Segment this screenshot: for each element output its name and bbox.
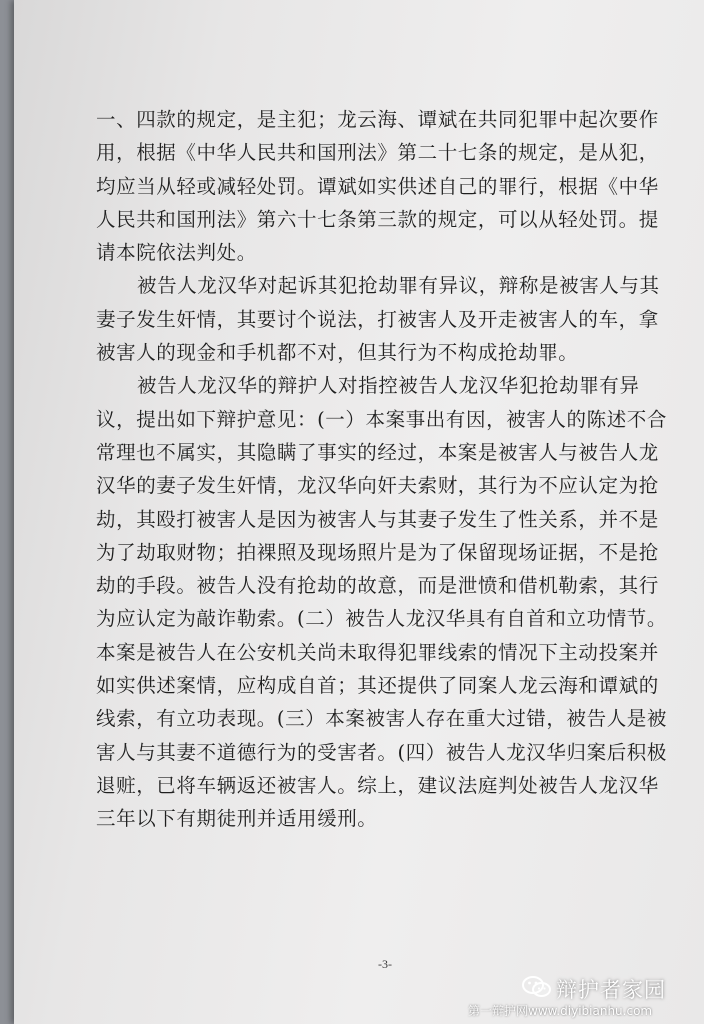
text-line: 用，根据《中华人民共和国刑法》第二十七条的规定，是从犯，: [96, 141, 659, 165]
text-line: 常理也不属实，其隐瞒了事实的经过，本案是被害人与被告人龙: [96, 440, 659, 464]
text-line: 为了劫取财物；拍裸照及现场照片是为了保留现场证据，不是抢: [96, 540, 659, 564]
wechat-icon: [522, 975, 552, 999]
text-line: 被告人龙汉华的辩护人对指控被告人龙汉华犯抢劫罪有异: [137, 374, 640, 398]
text-line: 劫的手段。被告人没有抢劫的故意，而是泄愤和借机勒索，其行: [96, 574, 659, 598]
text-line: 一、四款的规定，是主犯；龙云海、谭斌在共同犯罪中起次要作: [96, 108, 659, 131]
text-line: 人民共和国刑法》第六十七条第三款的规定，可以从轻处罚。提: [96, 207, 659, 231]
document-page: [14, 0, 704, 1024]
text-line: 如实供述案情，应构成自首；其还提供了同案人龙云海和谭斌的: [96, 674, 659, 698]
text-line: 害人与其妻不道德行为的受害者。(四）被告人龙汉华归案后积极: [96, 740, 668, 764]
text-line: 为应认定为敲诈勒索。(二）被告人龙汉华具有自首和立功情节。: [96, 607, 668, 631]
watermark-account-name: 辩护者家园: [556, 978, 666, 1002]
text-line: 请本院依法判处。: [96, 241, 257, 265]
text-line: 议，提出如下辩护意见：(一）本案事出有因，被害人的陈述不合: [96, 407, 668, 431]
text-line: 被害人的现金和手机都不对，但其行为不构成抢劫罪。: [96, 341, 579, 365]
text-line: 本案是被告人在公安机关尚未取得犯罪线索的情况下主动投案并: [96, 640, 659, 664]
watermark-site: 第一辩护网www.diyibianhu.com: [468, 1004, 653, 1018]
text-line: 退赃，已将车辆返还被害人。综上，建议法庭判处被告人龙汉华: [96, 773, 659, 797]
text-line: 被告人龙汉华对起诉其犯抢劫罪有异议，辩称是被害人与其: [137, 274, 660, 298]
body-text: [96, 103, 684, 836]
page-number: -3-: [378, 957, 392, 971]
text-line: 劫，其殴打被害人是因为被害人与其妻子发生了性关系，并不是: [96, 507, 659, 531]
text-line: 妻子发生奸情，其要讨个说法，打被害人及开走被害人的车，拿: [96, 307, 659, 331]
text-line: 均应当从轻或减轻处罚。谭斌如实供述自己的罪行，根据《中华: [96, 174, 659, 198]
text-line: 三年以下有期徒刑并适用缓刑。: [96, 807, 378, 831]
text-line: 线索，有立功表现。(三）本案被害人存在重大过错，被告人是被: [96, 707, 668, 731]
text-line: 汉华的妻子发生奸情，龙汉华向奸夫索财，其行为不应认定为抢: [96, 474, 659, 498]
